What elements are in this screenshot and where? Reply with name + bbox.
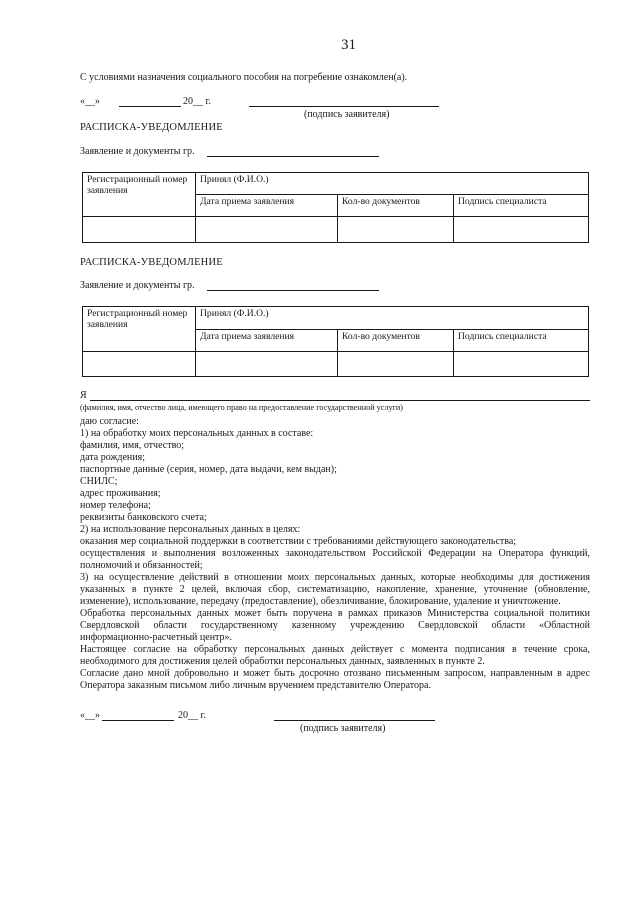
date-received-header: Дата приема заявления: [196, 195, 338, 217]
applicant-name-line: [207, 290, 379, 291]
signature-line: [274, 720, 435, 721]
consent-line: реквизиты банковского счета;: [80, 512, 207, 523]
date-received-cell: [196, 217, 338, 243]
date-received-header: Дата приема заявления: [196, 330, 338, 352]
consent-line: СНИЛС;: [80, 476, 118, 487]
signature-caption: (подпись заявителя): [300, 723, 386, 734]
date-day: «__»: [80, 96, 100, 107]
consent-line: информационно-расчетный центр».: [80, 632, 233, 643]
consent-line: 3) на осуществление действий в отношении моих персональных данных, которые необходимы для достижения: [80, 572, 590, 583]
consent-line: необходимого для достижения целей обработки персональных данных, заявленных в пункте 2.: [80, 656, 485, 667]
specialist-signature-header: Подпись специалиста: [454, 330, 589, 352]
page-number: 31: [341, 37, 356, 53]
specialist-signature-cell: [454, 217, 589, 243]
consent-line: Оператора заказным письмом либо личным вручением представителю Оператора.: [80, 680, 431, 691]
consent-line: Свердловской области государственному казенному учреждению Свердловской области «Областной: [80, 620, 590, 631]
statement-label: Заявление и документы гр.: [80, 146, 195, 157]
consent-line: 1) на обработку моих персональных данных в составе:: [80, 428, 314, 439]
consent-fio-caption: (фамилия, имя, отчество лица, имеющего право на предоставление государственной услуги): [80, 403, 404, 412]
consent-line: изменение), использование, передачу (предоставление), обезличивание, блокирование, удаление и уничтожение.: [80, 596, 561, 607]
reg-number-cell: [83, 217, 196, 243]
receipt-title: РАСПИСКА-УВЕДОМЛЕНИЕ: [80, 257, 223, 268]
consent-line: оказания мер социальной поддержки в соответствии с требованиями действующего законодательства;: [80, 536, 517, 547]
receipt-table: [82, 306, 589, 377]
date-day: «__»: [80, 710, 100, 721]
reg-number-header: Регистрационный номер заявления: [83, 307, 196, 352]
consent-line: фамилия, имя, отчество;: [80, 440, 185, 451]
date-received-cell: [196, 352, 338, 377]
consent-fio-line: [90, 400, 590, 401]
consent-line: Обработка персональных данных может быть поручена в рамках приказов Министерства социальной политики: [80, 608, 590, 619]
date-year: 20__ г.: [178, 710, 206, 721]
consent-line: Настоящее согласие на обработку персональных данных действует с момента подписания в течение срока,: [80, 644, 590, 655]
signature-caption: (подпись заявителя): [304, 109, 390, 120]
documents-count-cell: [338, 217, 454, 243]
reg-number-header: Регистрационный номер заявления: [83, 173, 196, 217]
date-month-line: [119, 106, 181, 107]
accepted-by-header: Принял (Ф.И.О.): [196, 173, 589, 195]
accepted-by-header: Принял (Ф.И.О.): [196, 307, 589, 330]
date-month-line: [102, 720, 174, 721]
reg-number-cell: [83, 352, 196, 377]
specialist-signature-header: Подпись специалиста: [454, 195, 589, 217]
receipt-table: [82, 172, 589, 243]
receipt-title: РАСПИСКА-УВЕДОМЛЕНИЕ: [80, 122, 223, 133]
consent-line: Согласие дано мной добровольно и может быть досрочно отозвано письменным запросом, направленным в адрес: [80, 668, 590, 679]
statement-label: Заявление и документы гр.: [80, 280, 195, 291]
consent-line: адрес проживания;: [80, 488, 161, 499]
specialist-signature-cell: [454, 352, 589, 377]
consent-line: даю согласие:: [80, 416, 139, 427]
documents-count-cell: [338, 352, 454, 377]
consent-line: 2) на использование персональных данных в целях:: [80, 524, 301, 535]
consent-line: паспортные данные (серия, номер, дата выдачи, кем выдан);: [80, 464, 337, 475]
documents-count-header: Кол-во документов: [338, 195, 454, 217]
applicant-name-line: [207, 156, 379, 157]
consent-line: полномочий и обязанностей;: [80, 560, 203, 571]
signature-line: [249, 106, 439, 107]
consent-line: дата рождения;: [80, 452, 145, 463]
acknowledgement-text: С условиями назначения социального пособия на погребение ознакомлен(а).: [80, 72, 408, 83]
consent-line: указанных в пункте 2 целей, включая сбор, систематизацию, накопление, хранение, уточнение (обновление,: [80, 584, 590, 595]
date-year: 20__ г.: [183, 96, 211, 107]
consent-i-label: Я: [80, 390, 87, 401]
consent-line: осуществления и выполнения возложенных законодательством Российской Федерации на Оператора функций,: [80, 548, 590, 559]
consent-line: номер телефона;: [80, 500, 151, 511]
documents-count-header: Кол-во документов: [338, 330, 454, 352]
